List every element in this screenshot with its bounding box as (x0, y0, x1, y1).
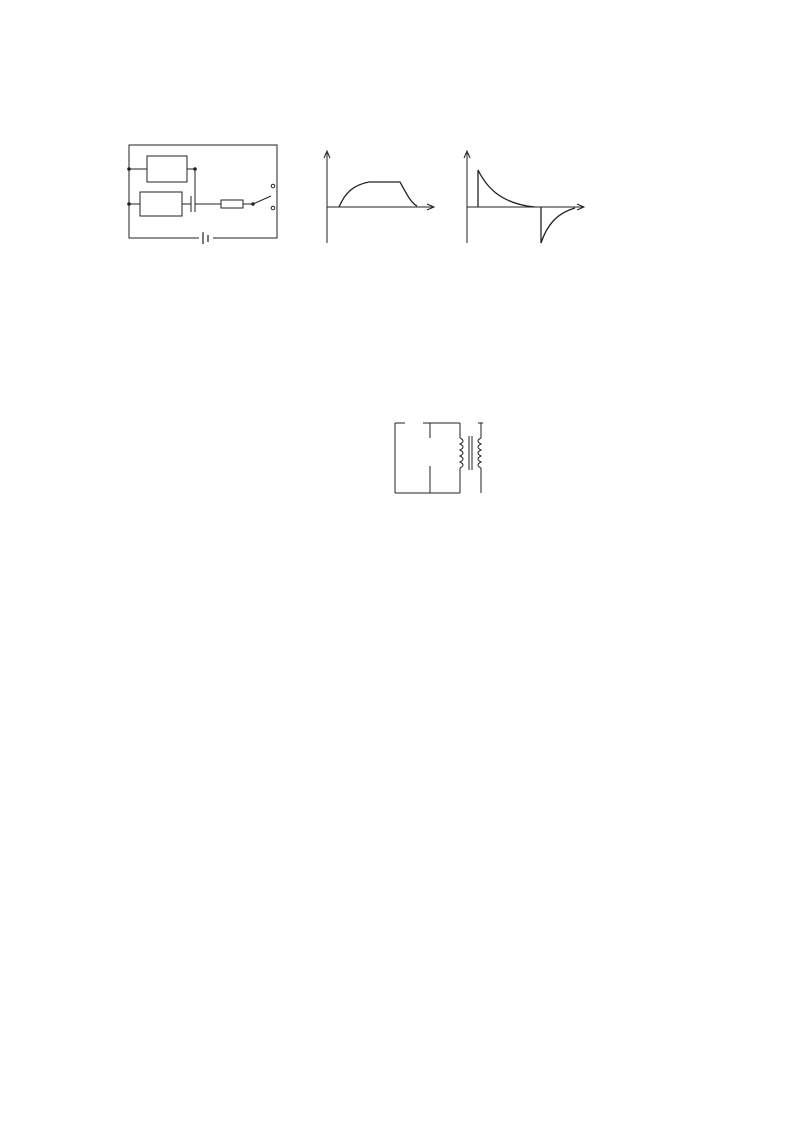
figure-13-transformer (385, 408, 600, 526)
figure-11-circuit (125, 140, 305, 265)
figure-12-graphs (305, 143, 600, 261)
